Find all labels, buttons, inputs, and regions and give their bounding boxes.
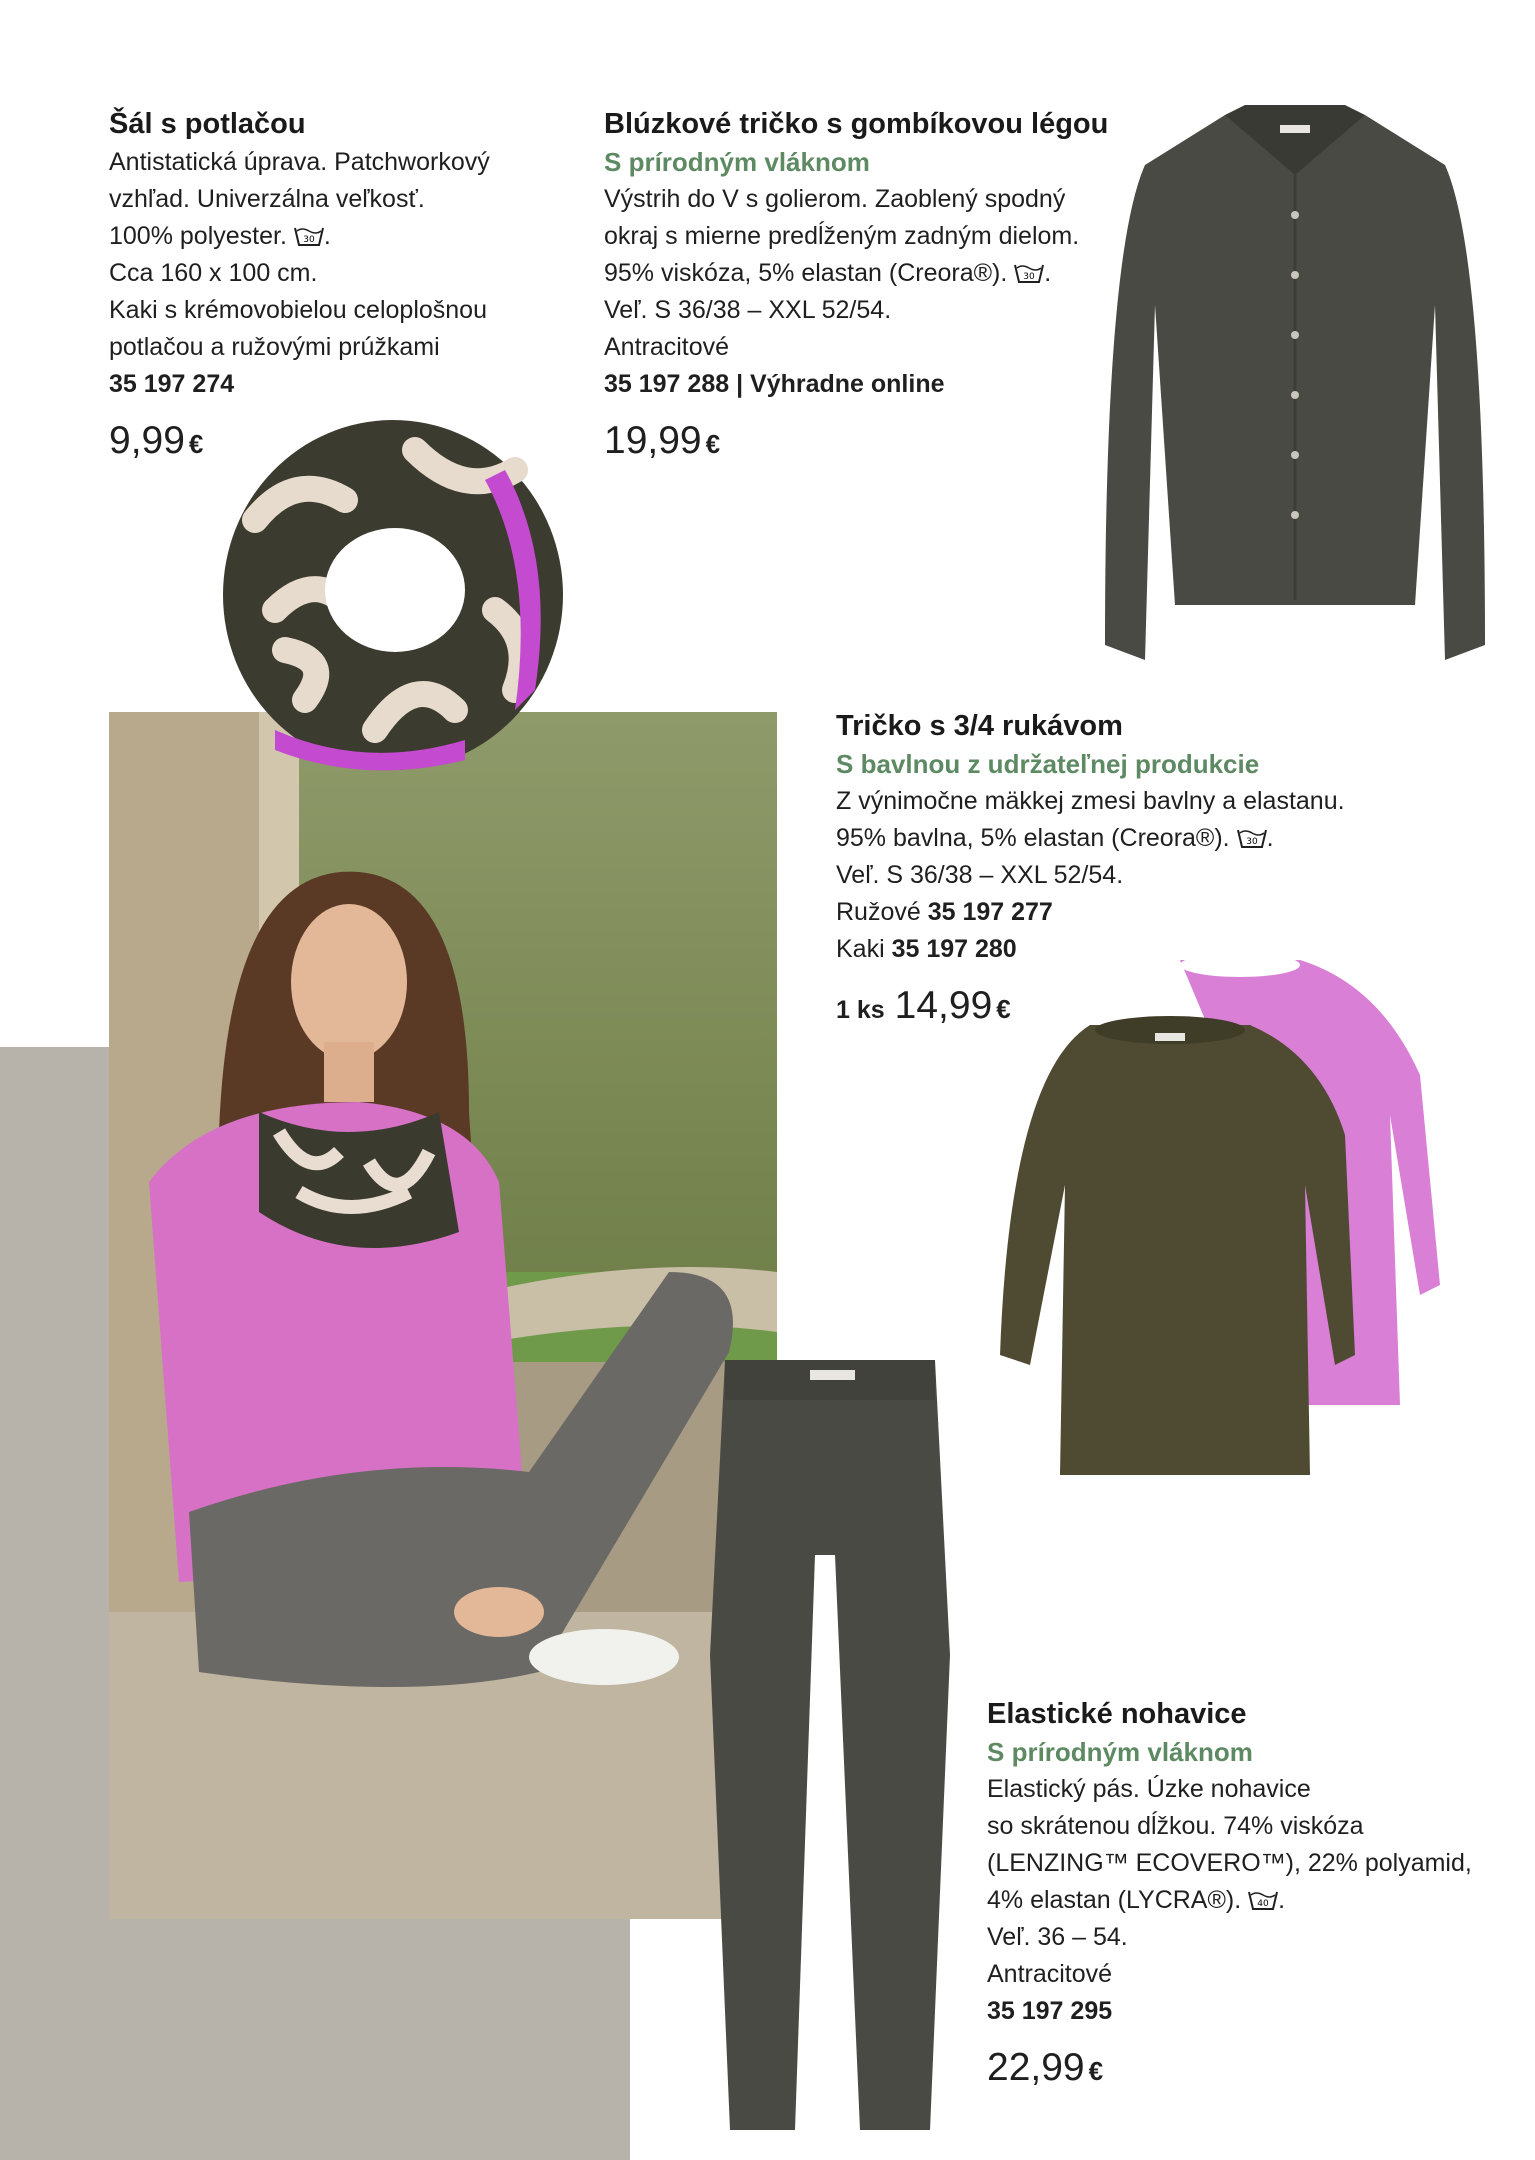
variant-line — [836, 894, 1345, 931]
product-title: Šál s potlačou — [109, 108, 306, 140]
price — [109, 417, 490, 468]
description-line: Antracitové — [987, 1960, 1113, 1988]
description-line: Veľ. 36 – 54. — [987, 1923, 1128, 1951]
online-only-note: | Výhradne online — [736, 370, 945, 398]
description-line: vzhľad. Univerzálna veľkosť. — [109, 185, 425, 213]
price-value: 9,99 — [109, 419, 185, 462]
product-tshirt — [836, 706, 1345, 1034]
description-line: Výstrih do V s golierom. Zaoblený spodný — [604, 185, 1066, 213]
wash-symbol-icon — [294, 221, 324, 243]
article-number: 35 197 277 — [927, 898, 1053, 926]
description-line: Cca 160 x 100 cm. — [109, 259, 318, 287]
description-line: (LENZING™ ECOVERO™), 22% polyamid, — [987, 1849, 1472, 1877]
wash-temp: 30 — [1023, 272, 1035, 282]
product-title: Blúzkové tričko s gombíkovou légou — [604, 108, 1109, 140]
quantity-label: 1 ks — [836, 996, 885, 1024]
description-line: 95% bavlna, 5% elastan (Creora®). 30 . — [836, 824, 1274, 852]
description-line: so skrátenou dĺžkou. 74% viskóza — [987, 1812, 1364, 1840]
material-text: 95% bavlna, 5% elastan (Creora®). — [836, 824, 1230, 852]
price-value: 22,99 — [987, 2046, 1085, 2089]
article-number: 35 197 280 — [891, 935, 1017, 963]
description-line: Kaki s krémovobielou celoplošnou — [109, 296, 487, 324]
article-number: 35 197 274 — [109, 370, 235, 398]
price — [836, 982, 1345, 1034]
pants-image — [705, 1355, 955, 2135]
product-subtitle: S prírodným vláknom — [987, 1737, 1253, 1767]
product-pants — [987, 1694, 1472, 2095]
price-value: 14,99 — [894, 984, 993, 1027]
article-number: 35 197 288 — [604, 370, 730, 398]
currency: € — [1088, 2056, 1104, 2086]
material-text: 100% polyester. — [109, 222, 287, 250]
wash-temp: 30 — [303, 235, 315, 245]
wash-symbol-icon — [1014, 258, 1044, 280]
blouse-image — [1105, 105, 1485, 665]
description-line: Veľ. S 36/38 – XXL 52/54. — [836, 861, 1124, 889]
description-line: Z výnimočne mäkkej zmesi bavlny a elastanu. — [836, 787, 1345, 815]
description-line: 95% viskóza, 5% elastan (Creora®). 30 . — [604, 259, 1052, 287]
description-line: potlačou a ružovými prúžkami — [109, 333, 440, 361]
variant-line — [836, 931, 1345, 968]
price — [987, 2044, 1472, 2095]
variant-color: Ružové — [836, 898, 921, 926]
description-line: Veľ. S 36/38 – XXL 52/54. — [604, 296, 892, 324]
description-line: Antistatická úprava. Patchworkový — [109, 148, 490, 176]
price-value: 19,99 — [604, 419, 702, 462]
product-subtitle: S prírodným vláknom — [604, 147, 870, 177]
product-title: Tričko s 3/4 rukávom — [836, 710, 1123, 742]
currency: € — [996, 994, 1011, 1024]
material-text: 4% elastan (LYCRA®). — [987, 1886, 1242, 1914]
description-line: Antracitové — [604, 333, 730, 361]
material-text: 95% viskóza, 5% elastan (Creora®). — [604, 259, 1008, 287]
product-subtitle: S bavlnou z udržateľnej produkcie — [836, 749, 1260, 779]
description-line: okraj s mierne predĺženým zadným dielom. — [604, 222, 1080, 250]
variant-color: Kaki — [836, 935, 885, 963]
article-line — [604, 366, 1108, 403]
model-photo-illustration — [109, 712, 777, 1919]
wash-temp: 40 — [1257, 1899, 1269, 1909]
product-title: Elastické nohavice — [987, 1698, 1247, 1730]
product-scarf — [109, 104, 490, 468]
wash-symbol-icon — [1248, 1885, 1278, 1907]
description-line: Elastický pás. Úzke nohavice — [987, 1775, 1311, 1803]
description-line: 4% elastan (LYCRA®). 40 . — [987, 1886, 1286, 1914]
product-blouse — [604, 104, 1108, 468]
wash-temp: 30 — [1245, 837, 1258, 847]
currency: € — [188, 429, 204, 459]
model-photo — [109, 712, 777, 1919]
wash-symbol-icon — [1237, 823, 1267, 845]
price — [604, 417, 1108, 468]
currency: € — [705, 429, 721, 459]
article-number: 35 197 295 — [987, 1997, 1113, 2025]
description-line: 100% polyester. 30 . — [109, 222, 331, 250]
